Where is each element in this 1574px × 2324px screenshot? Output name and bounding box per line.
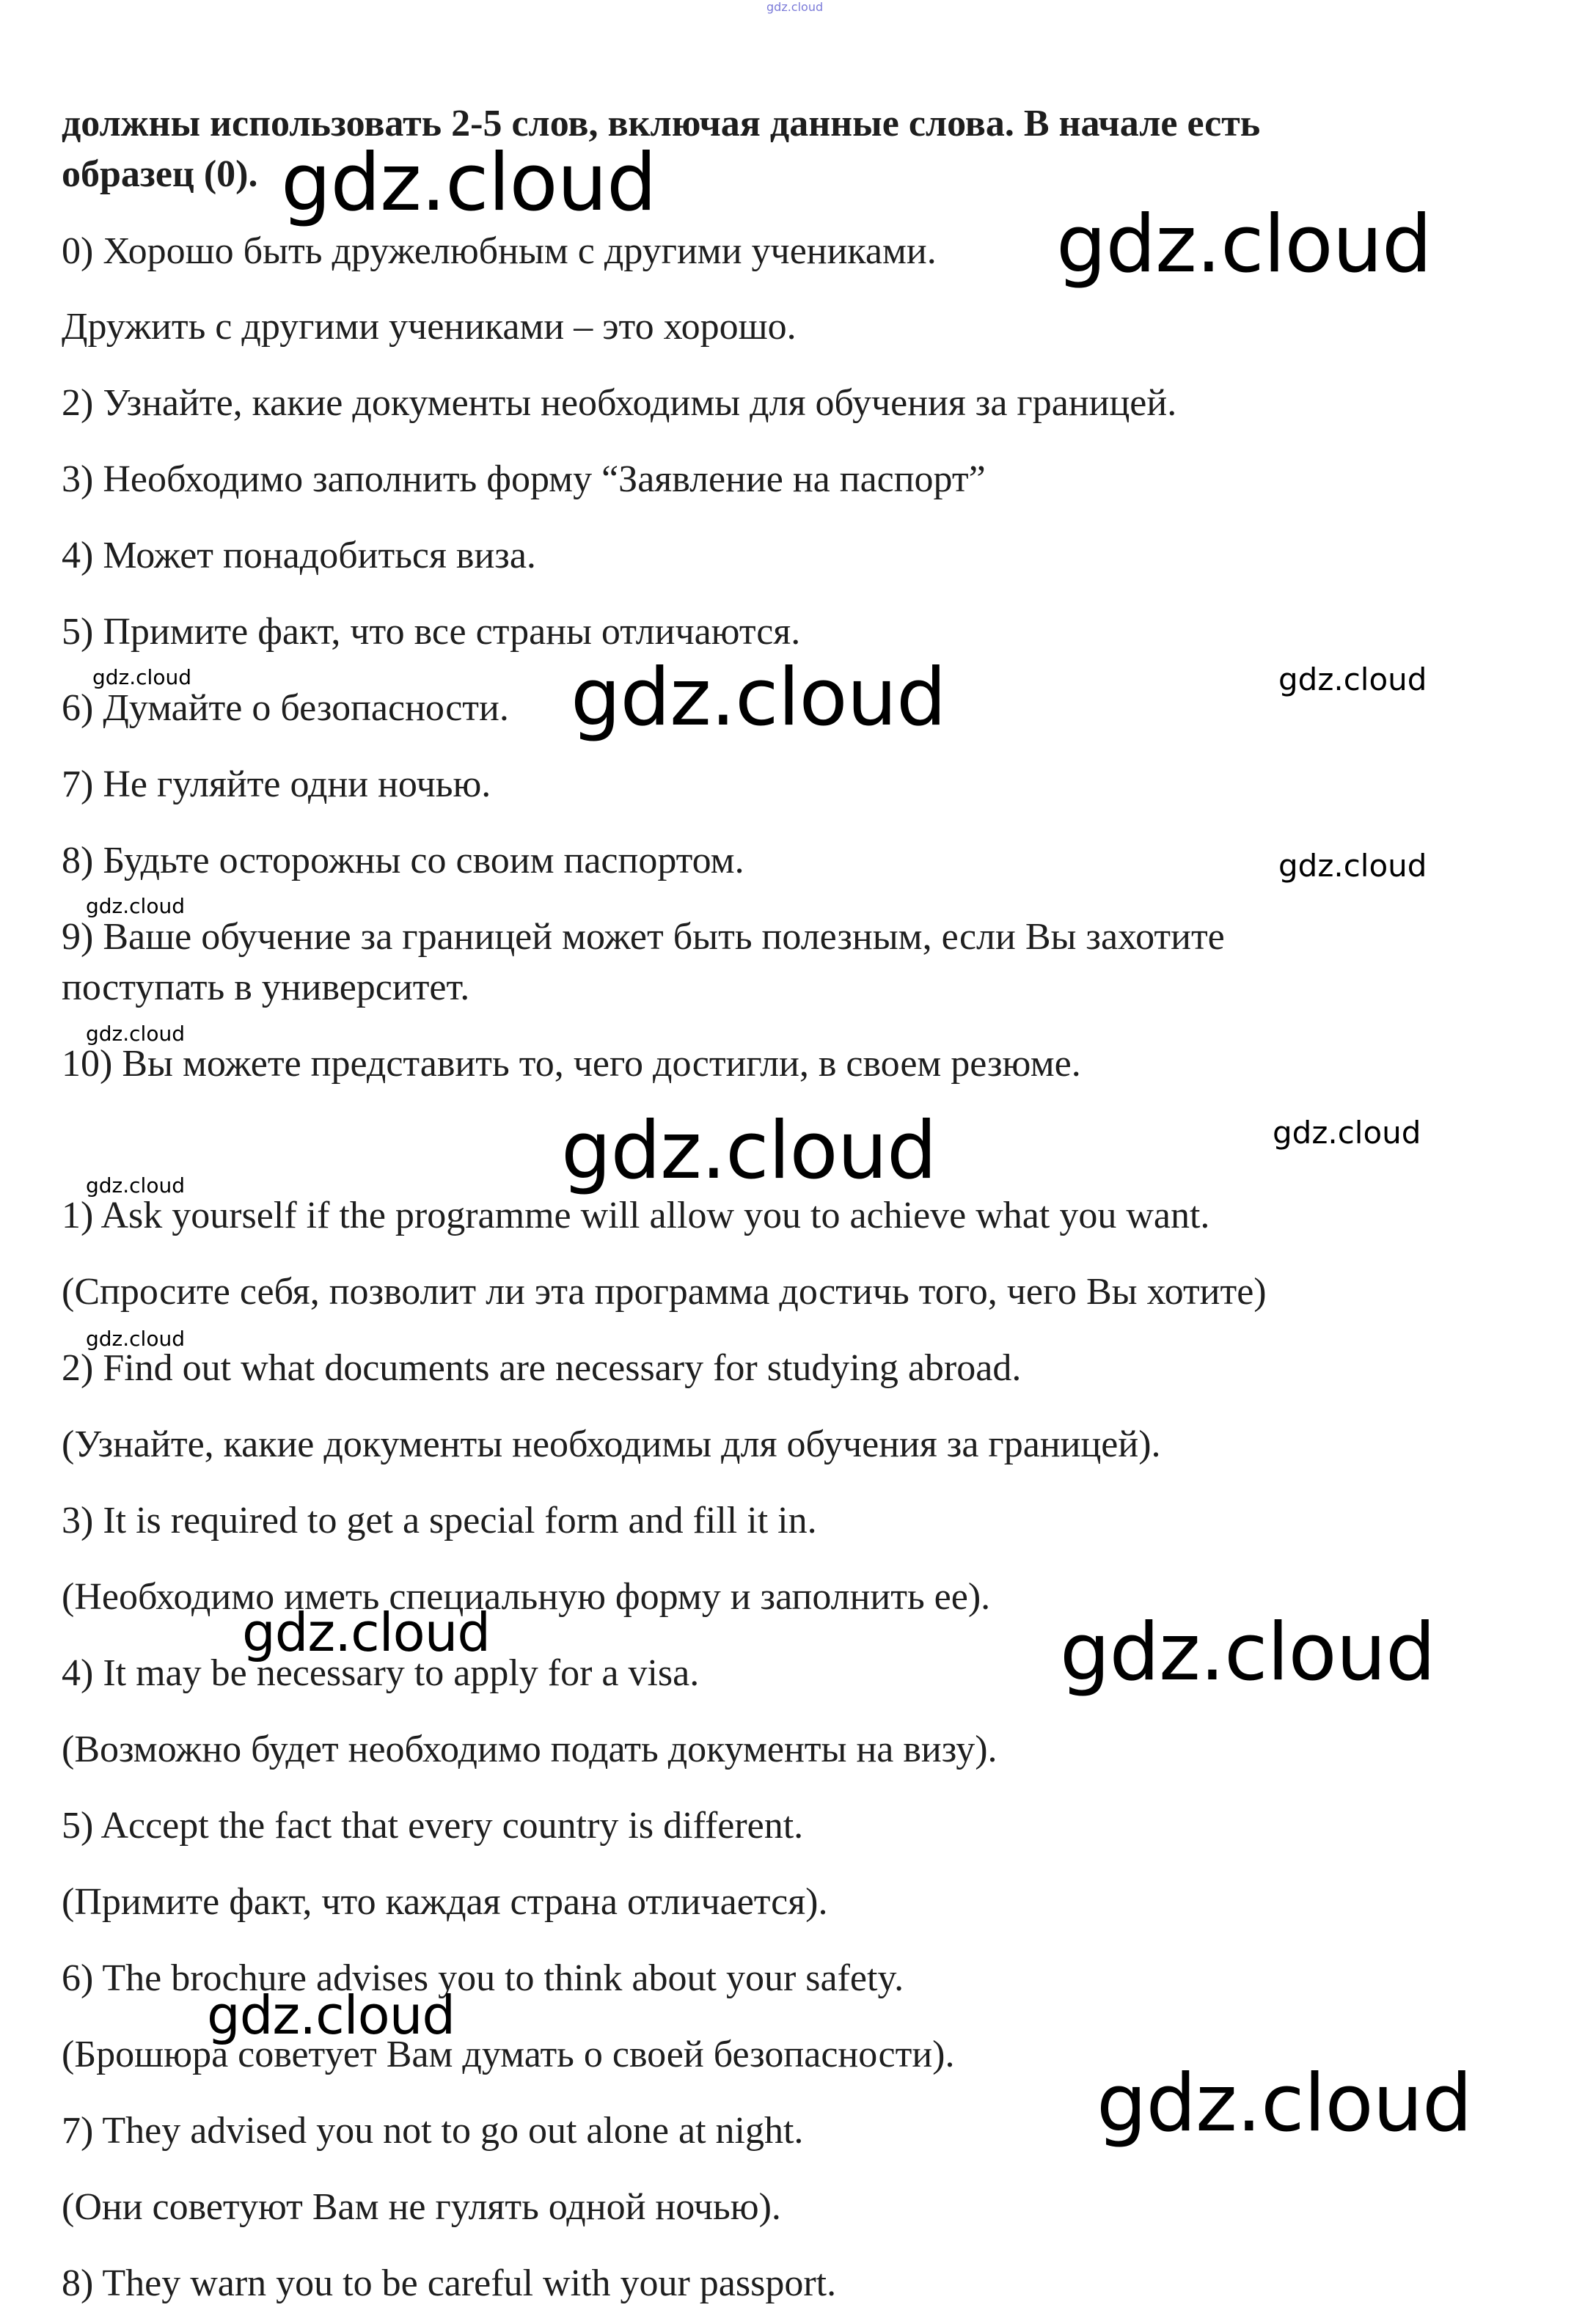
task-line-9: 9) Ваше обучение за границей может быть полезным, если Вы захотите	[62, 916, 1225, 958]
answer-line-2-translation: (Узнайте, какие документы необходимы для обучения за границей).	[62, 1423, 1161, 1465]
answer-line-6-translation: (Брошюра советует Вам думать о своей безопасности).	[62, 2034, 955, 2075]
answer-line-8: 8) They warn you to be careful with your passport.	[62, 2262, 837, 2304]
watermark-logo: gdz.cloud	[86, 1022, 185, 1046]
watermark-logo: gdz.cloud	[207, 1984, 455, 2046]
watermark-logo: gdz.cloud	[1056, 199, 1432, 290]
watermark-logo: gdz.cloud	[242, 1602, 491, 1663]
task-line-8: 8) Будьте осторожны со своим паспортом.	[62, 840, 744, 881]
answer-line-3: 3) It is required to get a special form and fill it in.	[62, 1500, 817, 1542]
watermark-logo: gdz.cloud	[1097, 2058, 1472, 2149]
task-line-7: 7) Не гуляйте одни ночью.	[62, 763, 491, 805]
task-line-4: 4) Может понадобиться виза.	[62, 535, 536, 576]
task-line-10: 10) Вы можете представить то, чего достигли, в своем резюме.	[62, 1043, 1081, 1085]
watermark-logo: gdz.cloud	[1278, 661, 1427, 697]
answer-line-6: 6) The brochure advises you to think about your safety.	[62, 1957, 904, 1999]
intro-line-2: образец (0).	[62, 153, 258, 195]
watermark-logo: gdz.cloud	[86, 1327, 185, 1351]
watermark-logo: gdz.cloud	[86, 894, 185, 918]
task-line-2: 2) Узнайте, какие документы необходимы для обучения за границей.	[62, 382, 1177, 424]
intro-line-1: должны использовать 2-5 слов, включая данные слова. В начале есть	[62, 103, 1261, 144]
task-line-5: 5) Примите факт, что все страны отличаются.	[62, 611, 801, 653]
watermark-logo: gdz.cloud	[92, 665, 191, 689]
task-line-0-rephrase: Дружить с другими учениками – это хорошо.	[62, 306, 797, 348]
answer-line-3-translation: (Необходимо иметь специальную форму и заполнить ее).	[62, 1576, 991, 1618]
watermark-logo: gdz.cloud	[1273, 1115, 1421, 1151]
answer-line-4-translation: (Возможно будет необходимо подать документы на визу).	[62, 1729, 998, 1770]
watermark-logo: gdz.cloud	[86, 1173, 185, 1198]
answer-line-5: 5) Accept the fact that every country is different.	[62, 1805, 804, 1847]
watermark-logo: gdz.cloud	[1278, 848, 1427, 884]
watermark-logo: gdz.cloud	[571, 652, 946, 744]
task-line-6: 6) Думайте о безопасности.	[62, 687, 509, 729]
task-line-3: 3) Необходимо заполнить форму “Заявление на паспорт”	[62, 458, 986, 500]
task-line-0: 0) Хорошо быть дружелюбным с другими учениками.	[62, 230, 937, 272]
answer-line-1-translation: (Спросите себя, позволит ли эта программа достичь того, чего Вы хотите)	[62, 1271, 1267, 1313]
answer-line-2: 2) Find out what documents are necessary for studying abroad.	[62, 1347, 1022, 1389]
watermark-logo: gdz.cloud	[1060, 1607, 1435, 1698]
header-watermark: gdz.cloud	[766, 0, 824, 14]
answer-line-1: 1) Ask yourself if the programme will allow you to achieve what you want.	[62, 1195, 1210, 1236]
answer-line-5-translation: (Примите факт, что каждая страна отличается).	[62, 1881, 828, 1923]
answer-line-4: 4) It may be necessary to apply for a visa.	[62, 1652, 700, 1694]
answer-line-7: 7) They advised you not to go out alone at night.	[62, 2110, 804, 2152]
watermark-logo: gdz.cloud	[281, 137, 656, 229]
answer-line-7-translation: (Они советуют Вам не гулять одной ночью).	[62, 2186, 781, 2228]
watermark-logo: gdz.cloud	[561, 1105, 937, 1197]
task-line-9-cont: поступать в университет.	[62, 967, 470, 1008]
